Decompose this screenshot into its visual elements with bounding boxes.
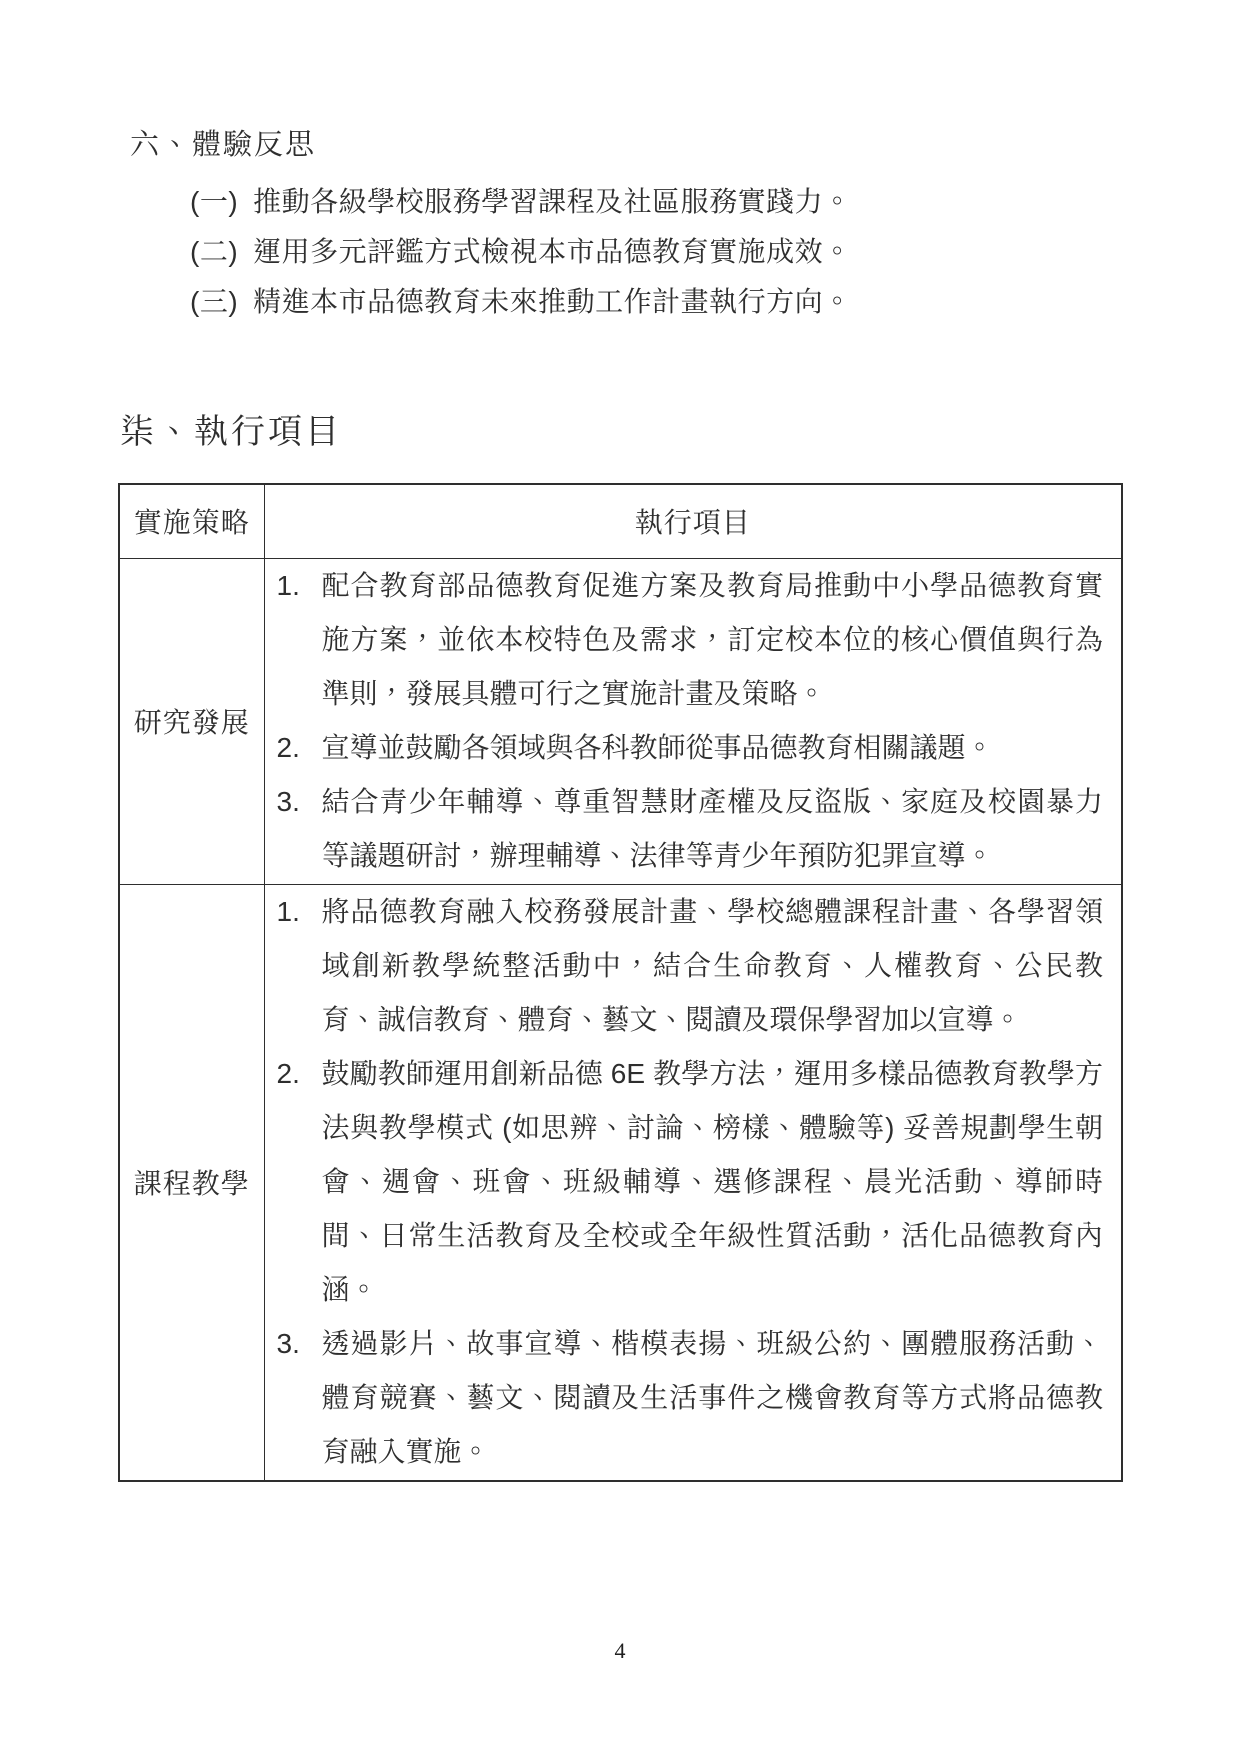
section7-heading: 柒、執行項目 [120, 413, 342, 451]
column-header-strategy: 實施策略 [119, 484, 264, 558]
numbered-item [277, 1317, 1104, 1479]
items-cell [264, 884, 1122, 1481]
page-number: 4 [614, 1638, 626, 1663]
strategy-cell: 課程教學 [119, 884, 264, 1481]
list-item [190, 277, 1090, 327]
items-cell [264, 558, 1122, 884]
numbered-item [277, 1047, 1104, 1317]
item-text: 將品德教育融入校務發展計畫、學校總體課程計畫、各學習領域創新教學統整活動中，結合生命教育、人權教育、公民教育、誠信教育、體育、藝文、閱讀及環保學習加以宣導。 [321, 895, 1103, 1035]
table-row [119, 558, 1122, 884]
numbered-item [277, 775, 1104, 883]
item-number: 2. [276, 731, 300, 763]
item-number: 1. [276, 569, 300, 601]
item-number: 2. [276, 1057, 300, 1089]
section6-list [190, 177, 1090, 327]
numbered-item [277, 885, 1104, 1047]
item-text: 透過影片、故事宣導、楷模表揚、班級公約、團體服務活動、體育競賽、藝文、閱讀及生活事件之機會教育等方式將品德教育融入實施。 [321, 1327, 1103, 1467]
list-item-text: 運用多元評鑑方式檢視本市品德教育實施成效。 [253, 236, 852, 267]
item-number: 3. [276, 1327, 300, 1359]
list-item-text: 精進本市品德教育未來推動工作計畫執行方向。 [253, 286, 852, 317]
table-header-row [119, 484, 1122, 558]
table-row [119, 884, 1122, 1481]
section6-heading: 六、體驗反思 [130, 129, 317, 161]
item-text: 宣導並鼓勵各領域與各科教師從事品德教育相關議題。 [321, 731, 994, 763]
item-number: 1. [276, 895, 300, 927]
strategy-cell: 研究發展 [119, 558, 264, 884]
column-header-items: 執行項目 [264, 484, 1122, 558]
list-item-label: (二) [190, 236, 239, 267]
list-item-text: 推動各級學校服務學習課程及社區服務實踐力。 [253, 186, 852, 217]
numbered-item [277, 721, 1104, 775]
item-text: 配合教育部品德教育促進方案及教育局推動中小學品德教育實施方案，並依本校特色及需求，訂定校本位的核心價值與行為準則，發展具體可行之實施計畫及策略。 [321, 569, 1103, 709]
item-text: 結合青少年輔導、尊重智慧財產權及反盜版、家庭及校園暴力等議題研討，辦理輔導、法律等青少年預防犯罪宣導。 [321, 785, 1103, 871]
list-item [190, 177, 1090, 227]
execution-table [118, 483, 1123, 1482]
item-number: 3. [276, 785, 300, 817]
numbered-item [277, 559, 1104, 721]
item-text: 鼓勵教師運用創新品德 6E 教學方法，運用多樣品德教育教學方法與教學模式 (如思辨、討論、榜樣、體驗等) 妥善規劃學生朝會、週會、班會、班級輔導、選修課程、晨光活動、導師時間、日常生活教育及全校或全年級性質活動，活化品德教育內涵。 [321, 1057, 1103, 1305]
list-item-label: (一) [190, 186, 239, 217]
list-item [190, 227, 1090, 277]
list-item-label: (三) [190, 286, 239, 317]
